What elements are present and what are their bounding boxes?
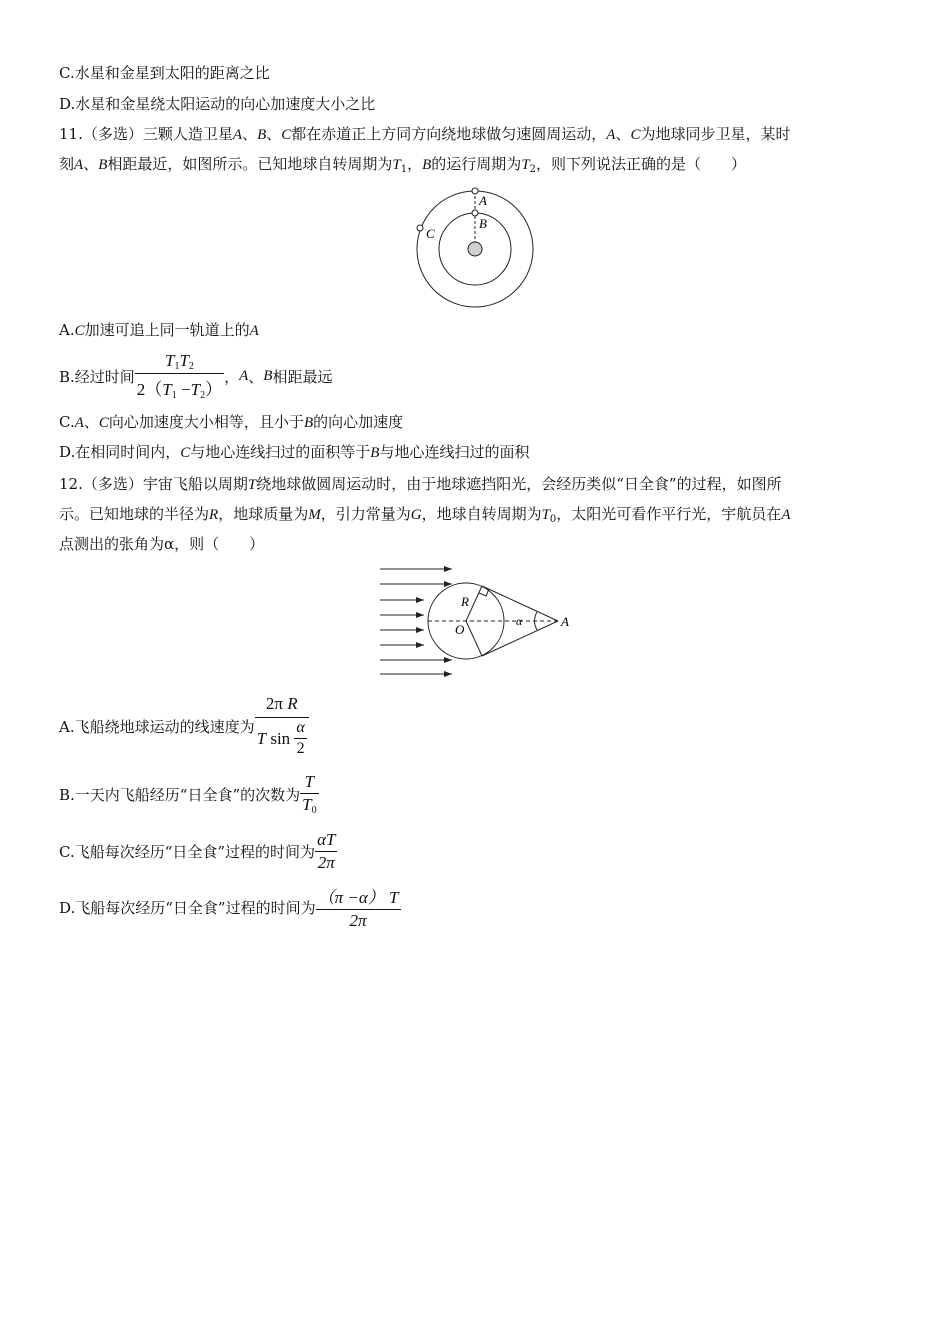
- fraction-denominator: [255, 718, 309, 758]
- q11-stem-line1: [59, 124, 791, 145]
- var-t1: T: [162, 380, 172, 399]
- q12-eclipse-diagram: [374, 562, 579, 680]
- q11-option-c: [59, 412, 403, 433]
- q11-option-a: [59, 320, 259, 341]
- q11-var-c: C: [74, 323, 85, 339]
- q11-var-a: A: [232, 127, 243, 143]
- q11-var-t1-sub: 1: [400, 164, 408, 175]
- satellite-c: [417, 225, 423, 231]
- q12-option-d: [59, 884, 401, 930]
- q12-option-c-fraction: [315, 830, 337, 873]
- q11-option-c-text: 向心加速度大小相等，且小于: [108, 413, 304, 431]
- q12-option-b-text: B.一天内飞船经历“日全食”的次数为: [59, 785, 301, 804]
- q12-stem-text: 示。已知地球的半径为: [59, 505, 210, 523]
- q11-stem-text: 都在赤道正上方同方向绕地球做匀速圆周运动，: [291, 125, 607, 143]
- inner-denominator: [294, 739, 306, 758]
- q11-option-c-text: 的向心加速度: [313, 413, 404, 431]
- var-t1-sub: 1: [174, 361, 180, 372]
- q12-option-c-text: C.飞船每次经历“日全食”过程的时间为: [59, 842, 316, 861]
- den-2pi: 2π: [349, 911, 367, 930]
- var-t2: T: [179, 351, 189, 370]
- q12-stem-line1: [59, 474, 782, 495]
- label-a: A: [561, 614, 569, 629]
- q11-stem-text: 相距最近，如图所示。已知地球自转周期为: [107, 155, 393, 173]
- var-t2-sub: 2: [188, 361, 194, 372]
- q10-option-c: [59, 63, 270, 83]
- q11-sep: 、: [83, 155, 99, 173]
- q12-option-d-fraction: [316, 883, 401, 931]
- fraction-numerator: [135, 351, 224, 374]
- fraction-denominator: [316, 910, 401, 931]
- q12-option-c: [59, 828, 337, 874]
- q12-option-a-fraction: [255, 694, 309, 758]
- q12-var-t0: T: [541, 507, 550, 523]
- q11-sep: 、: [248, 367, 264, 386]
- den-part: ）: [205, 380, 223, 399]
- q11-var-c: C: [630, 127, 641, 143]
- q10-option-c-text: C.水星和金星到太阳的距离之比: [59, 64, 270, 82]
- var-t: T: [304, 772, 315, 791]
- q12-tag: （多选）: [82, 475, 143, 493]
- fraction-numerator: [315, 830, 337, 852]
- fraction-denominator: [300, 794, 318, 816]
- q11-option-c-text: C.: [59, 413, 75, 431]
- q11-stem-text: 刻: [59, 155, 75, 173]
- q11-sep: 、: [83, 413, 99, 431]
- q11-number: 11.: [59, 125, 83, 143]
- q11-option-b: [59, 350, 332, 402]
- den-2pi: 2π: [317, 852, 335, 872]
- num-alpha-t: αT: [317, 829, 336, 849]
- q11-var-a: A: [239, 367, 249, 384]
- q12-stem-text: 点测出的张角为α，则（ ）: [59, 535, 265, 553]
- q12-var-g: G: [410, 507, 422, 523]
- q12-option-b-fraction: [300, 772, 318, 816]
- q11-option-a-text: A.: [59, 321, 75, 339]
- q11-tag: （多选）: [82, 125, 143, 143]
- q11-var-b: B: [303, 415, 314, 431]
- q11-stem-text: 三颗人造卫星: [142, 125, 233, 143]
- q12-stem-line3: [59, 534, 264, 554]
- q12-var-t: T: [247, 477, 257, 493]
- q12-stem-text: ，引力常量为: [320, 505, 411, 523]
- label-o: O: [455, 622, 465, 637]
- q11-option-b-fraction: [135, 351, 224, 401]
- var-t1-sub: 1: [171, 390, 177, 401]
- fraction-numerator: [316, 883, 401, 910]
- q12-var-m: M: [308, 507, 321, 523]
- den-part: 2（: [136, 380, 163, 399]
- q11-var-t2: T: [521, 157, 530, 173]
- var-t0-sub: 0: [311, 805, 317, 816]
- var-alpha: α: [296, 719, 305, 736]
- q11-option-b-text: 相距最远: [272, 367, 333, 386]
- q11-var-a: A: [249, 323, 259, 339]
- q11-var-b: B: [370, 445, 380, 461]
- q11-stem-text: ，则下列说法正确的是（ ）: [536, 155, 747, 173]
- label-b: B: [479, 216, 487, 231]
- q11-var-t2-sub: 2: [529, 164, 537, 175]
- q12-stem-text: 宇宙飞船以周期: [142, 475, 248, 493]
- q11-option-a-text: 加速可追上同一轨道上的: [84, 321, 250, 339]
- label-c: C: [426, 226, 435, 241]
- q12-stem-text: ，地球自转周期为: [421, 505, 542, 523]
- q11-stem-line2: [59, 154, 746, 180]
- inner-fraction: [294, 719, 306, 758]
- q10-option-d-text: D.水星和金星绕太阳运动的向心加速度大小之比: [59, 95, 376, 113]
- q12-var-t0-sub: 0: [549, 514, 557, 525]
- satellite-a: [472, 188, 478, 194]
- q11-option-d-text: D.在相同时间内，: [59, 443, 181, 461]
- inner-numerator: [294, 719, 306, 739]
- q11-sep: 、: [266, 125, 282, 143]
- var-t0: T: [302, 795, 312, 814]
- q12-option-d-text: D.飞船每次经历“日全食”过程的时间为: [59, 898, 316, 917]
- q11-option-b-text: B.经过时间: [59, 367, 135, 386]
- q11-option-b-text: ，: [224, 367, 240, 386]
- q11-var-c: C: [281, 127, 292, 143]
- q12-stem-text: 绕地球做圆周运动时，由于地球遮挡阳光，会经历类似“日全食”的过程，如图所: [256, 475, 782, 493]
- q11-var-a: A: [74, 157, 84, 173]
- num-part: （π −α）: [317, 888, 385, 907]
- fraction-denominator: [135, 374, 224, 401]
- q12-option-b: [59, 770, 319, 818]
- q11-var-c: C: [180, 445, 191, 461]
- sin-fn: sin: [266, 728, 295, 748]
- var-t1: T: [164, 351, 175, 370]
- q11-option-d: [59, 442, 529, 463]
- q12-var-a: A: [781, 507, 791, 523]
- num-2: 2: [296, 740, 305, 757]
- q11-var-b: B: [263, 367, 273, 384]
- var-t2-sub: 2: [200, 390, 206, 401]
- q12-var-r: R: [209, 507, 219, 523]
- fraction-numerator: [300, 772, 318, 794]
- q12-option-a-text: A.飞船绕地球运动的线速度为: [59, 717, 255, 736]
- q11-orbit-diagram: [412, 184, 538, 310]
- q11-option-d-text: 与地心连线扫过的面积等于: [190, 443, 371, 461]
- var-t: T: [389, 888, 399, 907]
- label-r: R: [461, 594, 469, 609]
- var-r: R: [287, 694, 298, 713]
- q10-option-d: [59, 94, 375, 114]
- q11-sep: 、: [242, 125, 258, 143]
- q12-number: 12.: [59, 475, 83, 493]
- q12-stem-text: ，地球质量为: [218, 505, 309, 523]
- q11-var-b: B: [422, 157, 432, 173]
- q12-stem-line2: [59, 504, 790, 530]
- q11-var-t1: T: [392, 157, 401, 173]
- q11-option-d-text: 与地心连线扫过的面积: [379, 443, 530, 461]
- earth: [468, 242, 482, 256]
- satellite-b: [472, 210, 478, 216]
- q11-var-b: B: [257, 127, 267, 143]
- q11-stem-text: 的运行周期为: [431, 155, 522, 173]
- q11-stem-text: 为地球同步卫星，某时: [640, 125, 791, 143]
- q12-option-a: [59, 690, 309, 762]
- fraction-numerator: [255, 694, 309, 718]
- q11-var-a: A: [606, 127, 616, 143]
- label-alpha: α: [516, 614, 523, 628]
- q11-var-a: A: [74, 415, 84, 431]
- q11-sep: 、: [615, 125, 631, 143]
- q11-var-b: B: [98, 157, 108, 173]
- den-part: −: [176, 380, 191, 399]
- num-part: 2π: [265, 694, 283, 713]
- q12-stem-text: ，太阳光可看作平行光，宇航员在: [556, 505, 782, 523]
- var-t: T: [256, 728, 267, 748]
- var-t2: T: [190, 380, 201, 399]
- q11-var-c: C: [98, 415, 109, 431]
- fraction-denominator: [315, 852, 337, 873]
- label-a: A: [479, 193, 487, 208]
- q11-sep: ，: [407, 155, 423, 173]
